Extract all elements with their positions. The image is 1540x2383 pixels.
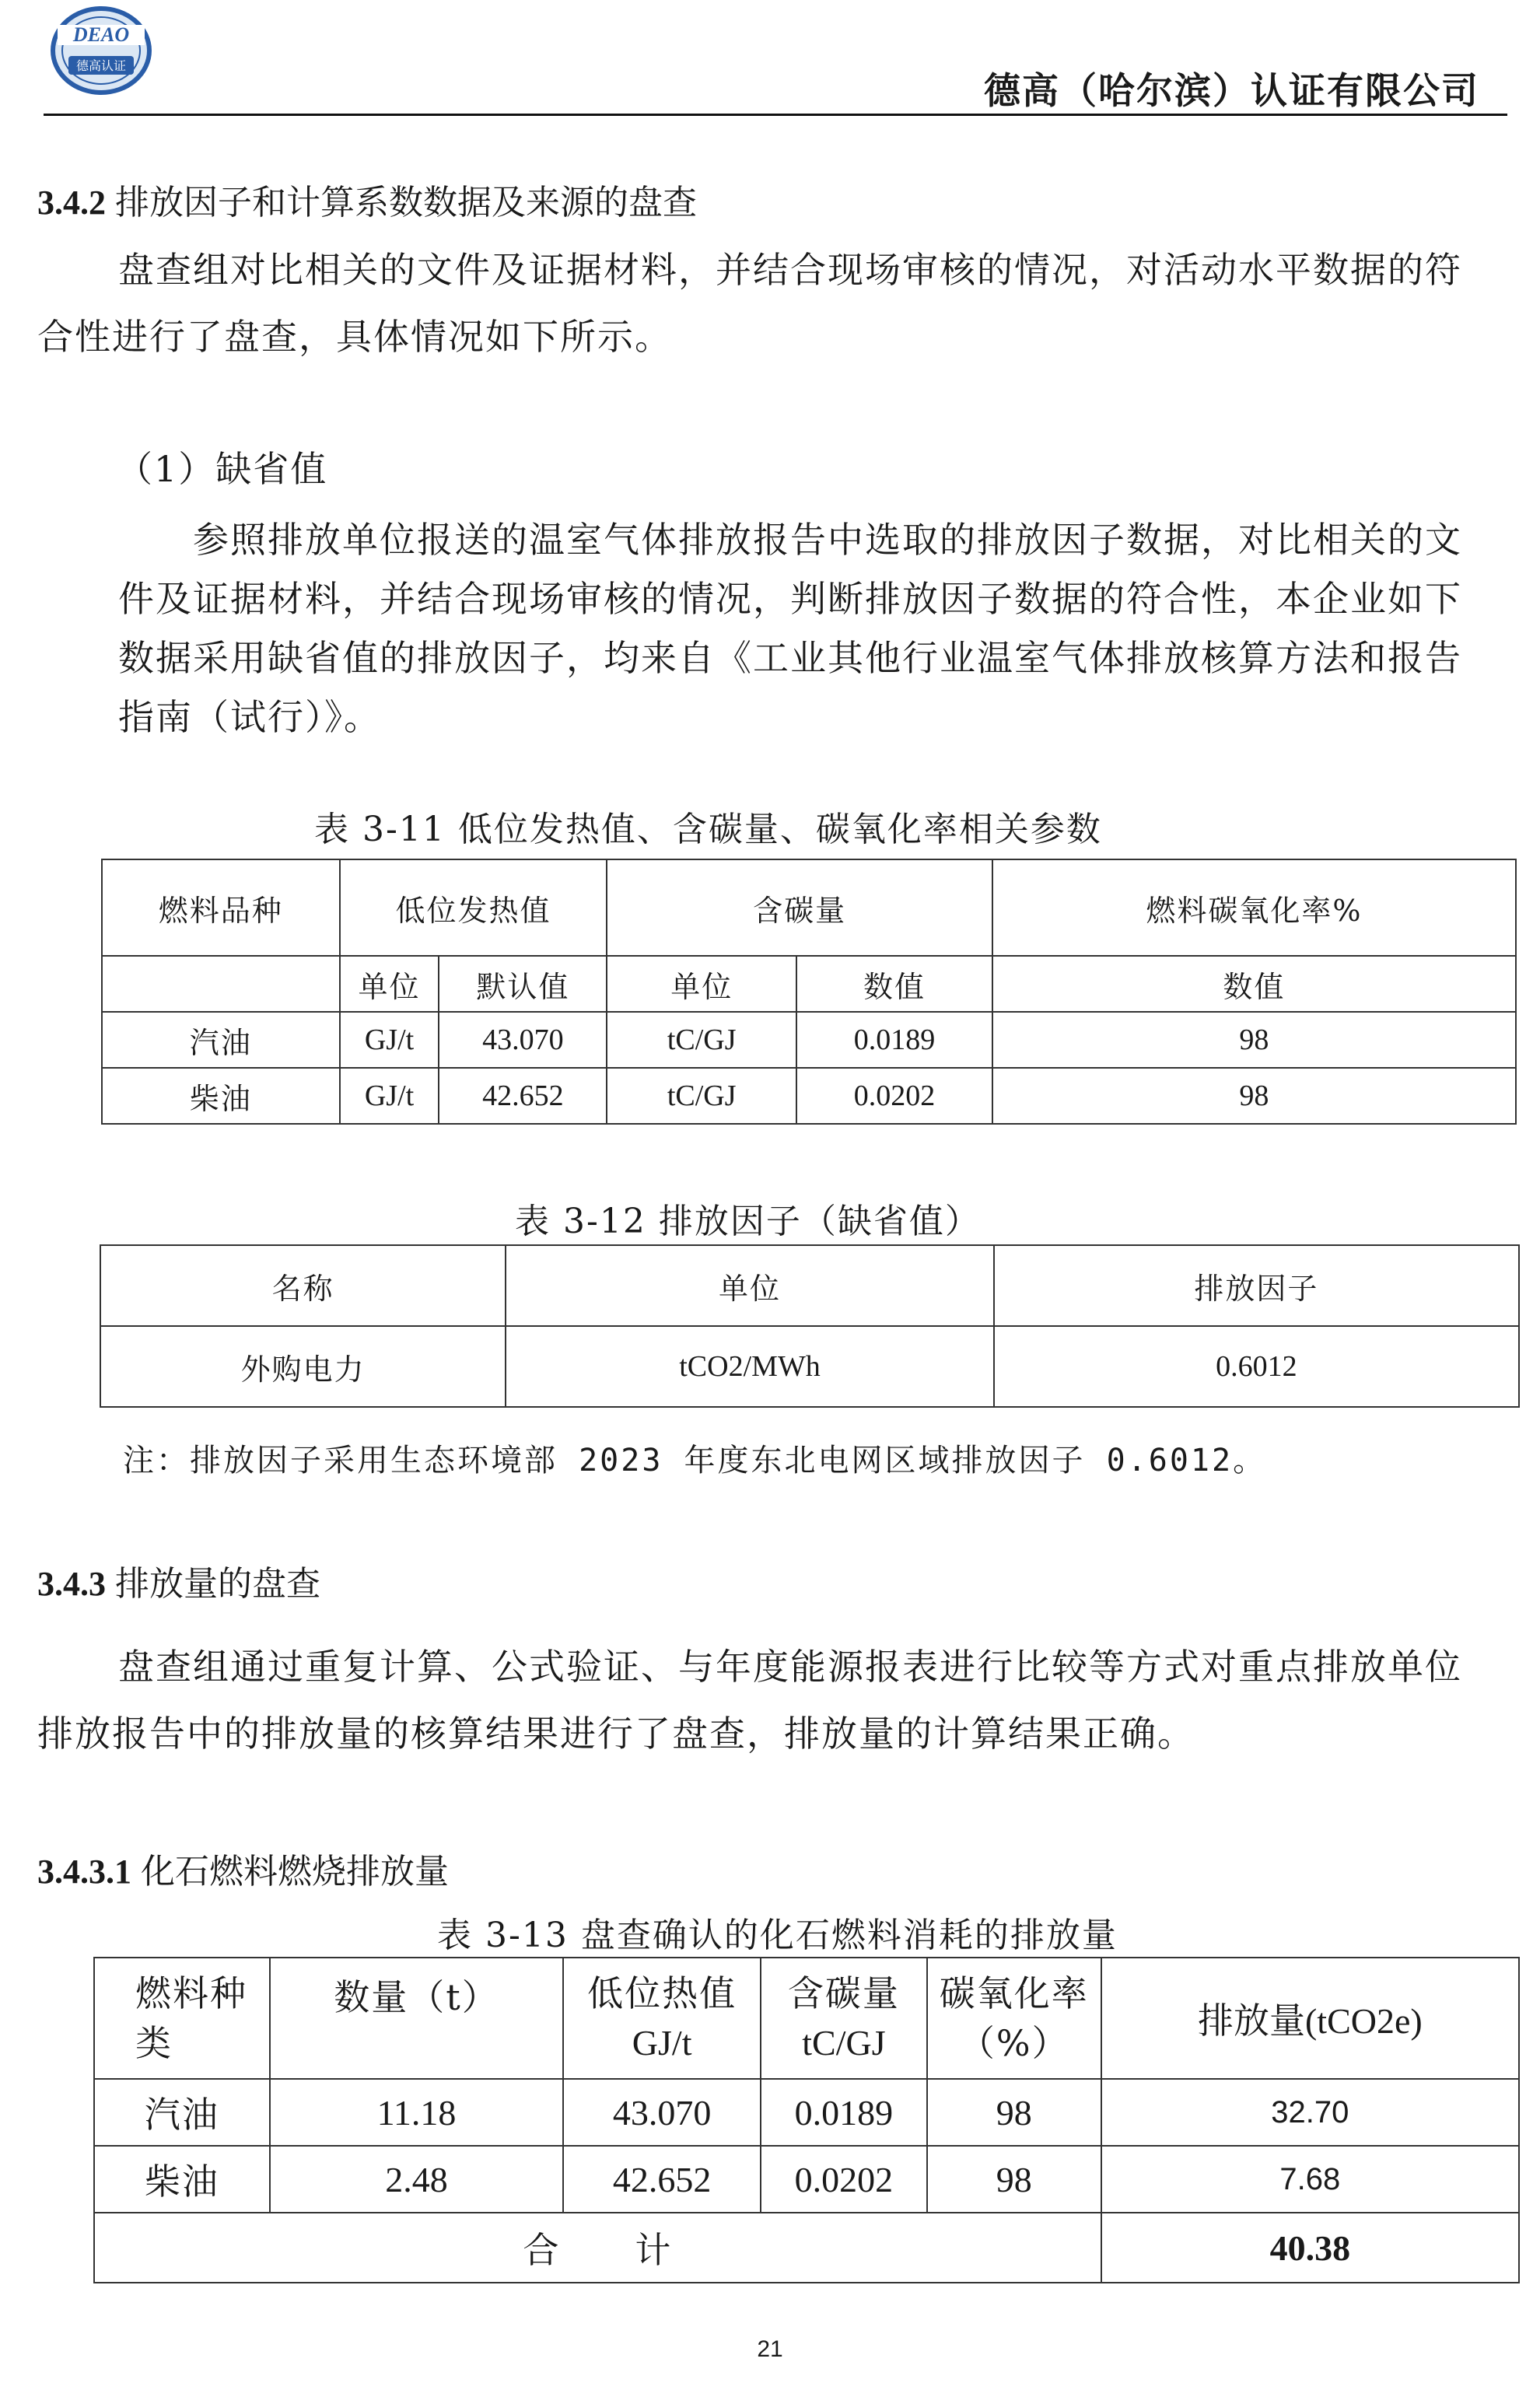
table-row — [100, 1245, 1519, 1326]
svg-text:DEAO: DEAO — [72, 23, 130, 46]
table-cell: 柴油 — [102, 1068, 340, 1124]
emission-factor-note: 注：排放因子采用生态环境部 2023 年度东北电网区域排放因子 0.6012。 — [123, 1443, 1267, 1478]
total-label-cell: 合 计 — [94, 2213, 1101, 2283]
table-row — [94, 2213, 1519, 2283]
section-3-4-2-paragraph: 盘查组对比相关的文件及证据材料，并结合现场审核的情况，对活动水平数据的符 合性进行了盘查，具体情况如下所示。 — [37, 249, 1462, 358]
table-header-cell: 排放量(tCO2e) — [1101, 1958, 1519, 2079]
table-row — [94, 2146, 1519, 2213]
header-divider — [44, 114, 1507, 116]
default-values-heading: （1）缺省值 — [117, 448, 328, 490]
section-heading-3-4-3: 3.4.3 排放量的盘查 — [37, 1564, 320, 1604]
table-cell: 0.0189 — [796, 1012, 992, 1068]
table-row — [94, 1958, 1519, 2079]
table-header-cell: 碳氧化率 （%） — [927, 1958, 1101, 2079]
svg-text:德高认证: 德高认证 — [75, 58, 127, 73]
table-header-cell: 燃料碳氧化率% — [992, 859, 1516, 956]
table-3-11-caption: 表 3-11 低位发热值、含碳量、碳氧化率相关参数 — [314, 810, 1102, 849]
table-cell: 43.070 — [563, 2079, 761, 2146]
table-cell: GJ/t — [340, 1012, 439, 1068]
table-cell: 43.070 — [439, 1012, 607, 1068]
table-row — [102, 1068, 1516, 1124]
table-cell: 42.652 — [563, 2146, 761, 2213]
table-cell: 7.68 — [1101, 2146, 1519, 2213]
table-cell: 外购电力 — [100, 1326, 506, 1407]
company-name: 德高（哈尔滨）认证有限公司 — [984, 70, 1479, 113]
table-3-12 — [100, 1244, 1520, 1408]
table-cell: tC/GJ — [607, 1012, 796, 1068]
table-header-cell: 单位 — [340, 956, 439, 1012]
default-values-paragraph: 参照排放单位报送的温室气体排放报告中选取的排放因子数据，对比相关的文 件及证据材料，并结合现场审核的情况，判断排放因子数据的符合性，本企业如下 数据采用缺省值的排放因子，均来自《工业其他行业温室气体排放核算方法和报告 指南（试行）》。 — [118, 519, 1462, 738]
table-header-cell: 数值 — [992, 956, 1516, 1012]
table-cell: 98 — [927, 2079, 1101, 2146]
table-row — [102, 1012, 1516, 1068]
table-row — [100, 1326, 1519, 1407]
table-cell: 0.6012 — [994, 1326, 1519, 1407]
table-cell: 0.0202 — [761, 2146, 927, 2213]
table-3-12-caption: 表 3-12 排放因子（缺省值） — [515, 1202, 981, 1241]
table-header-cell: 低位热值 GJ/t — [563, 1958, 761, 2079]
section-heading-3-4-3-1: 3.4.3.1 化石燃料燃烧排放量 — [37, 1852, 449, 1891]
table-3-11 — [101, 859, 1517, 1125]
table-header-cell: 数量（t） — [270, 1958, 564, 2079]
table-cell: 汽油 — [102, 1012, 340, 1068]
table-row — [102, 956, 1516, 1012]
table-header-cell: 单位 — [506, 1245, 993, 1326]
table-3-13-caption: 表 3-13 盘查确认的化石燃料消耗的排放量 — [437, 1916, 1118, 1955]
table-cell: GJ/t — [340, 1068, 439, 1124]
table-header-cell: 数值 — [796, 956, 992, 1012]
table-cell: 98 — [992, 1068, 1516, 1124]
table-header-cell: 燃料品种 — [102, 859, 340, 956]
table-header-cell: 含碳量 — [607, 859, 992, 956]
table-cell: 98 — [992, 1012, 1516, 1068]
table-cell — [102, 956, 340, 1012]
table-cell: tCO2/MWh — [506, 1326, 993, 1407]
table-cell: 0.0202 — [796, 1068, 992, 1124]
table-cell: 柴油 — [94, 2146, 270, 2213]
table-header-cell: 低位发热值 — [340, 859, 607, 956]
table-header-cell: 排放因子 — [994, 1245, 1519, 1326]
table-cell: 42.652 — [439, 1068, 607, 1124]
table-cell: tC/GJ — [607, 1068, 796, 1124]
table-header-cell: 默认值 — [439, 956, 607, 1012]
page-number: 21 — [757, 2336, 783, 2362]
table-header-cell: 单位 — [607, 956, 796, 1012]
table-header-cell: 含碳量 tC/GJ — [761, 1958, 927, 2079]
table-cell: 汽油 — [94, 2079, 270, 2146]
table-cell: 98 — [927, 2146, 1101, 2213]
table-3-13 — [93, 1957, 1520, 2283]
section-3-4-3-paragraph: 盘查组通过重复计算、公式验证、与年度能源报表进行比较等方式对重点排放单位 排放报告中的排放量的核算结果进行了盘查，排放量的计算结果正确。 — [37, 1646, 1462, 1755]
table-header-cell: 燃料种 类 — [94, 1958, 270, 2079]
company-logo — [48, 5, 154, 96]
total-value-cell: 40.38 — [1101, 2213, 1519, 2283]
table-cell: 2.48 — [270, 2146, 564, 2213]
table-cell: 0.0189 — [761, 2079, 927, 2146]
table-row — [102, 859, 1516, 956]
table-header-cell: 名称 — [100, 1245, 506, 1326]
section-heading-3-4-2: 3.4.2 排放因子和计算系数数据及来源的盘查 — [37, 183, 697, 222]
table-row — [94, 2079, 1519, 2146]
table-cell: 11.18 — [270, 2079, 564, 2146]
table-cell: 32.70 — [1101, 2079, 1519, 2146]
